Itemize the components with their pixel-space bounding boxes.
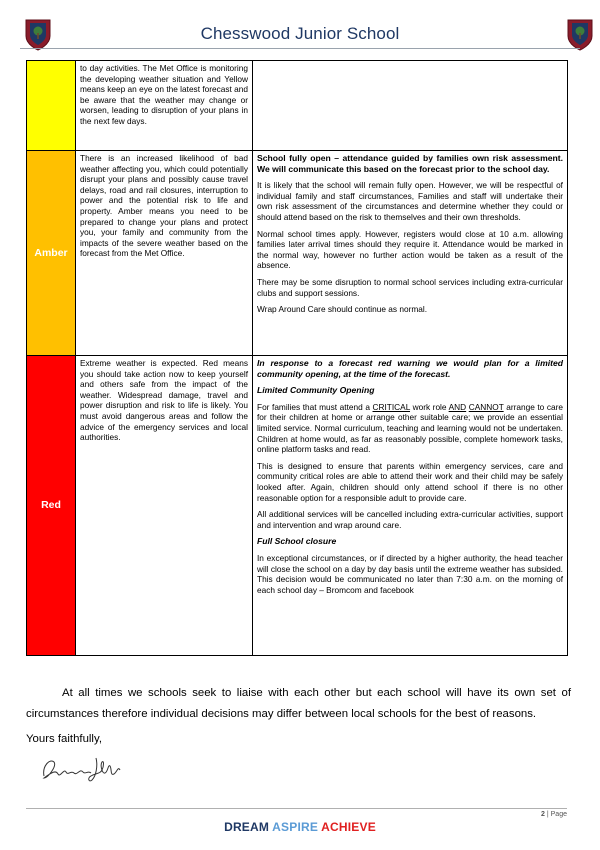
handwritten-signature — [38, 752, 128, 786]
amber-action-p4: Wrap Around Care should continue as normal. — [257, 304, 428, 315]
amber-description: There is an increased likelihood of bad weather affecting you, which could potentially disrupt your plans and possibly cause travel delays, road and rail closures, interruption to power and the potential risk to life and property. Amber means you need to be prepared to change your plans and protect you, your family and community from the impacts of the severe weather based on the forecast from the Met Office. — [76, 151, 253, 356]
motto-aspire: ASPIRE — [272, 820, 319, 834]
page-number: 2 | Page — [541, 811, 567, 818]
school-name: Chesswood Junior School — [200, 24, 400, 43]
table-row-yellow — [27, 61, 568, 151]
red-description: Extreme weather is expected. Red means you should take action now to keep yourself and others safe from the impact of the weather. Widespread damage, travel and power disruption and risk to life is likely. You must avoid dangerous areas and follow the advice of the emergency services and local authorities. — [76, 356, 253, 656]
motto-achieve: ACHIEVE — [321, 820, 376, 834]
amber-action — [253, 151, 568, 356]
school-motto — [0, 820, 600, 834]
red-action-p2: This is designed to ensure that parents within emergency services, care and community critical roles are able to attend their work and their child may be safely looked after. Again, children should only attend school if there is no other reasonable option for a responsible adult to provide care. — [257, 460, 563, 503]
table-row-amber — [27, 151, 568, 356]
table-row-red — [27, 356, 568, 656]
level-cell-red: Red — [27, 356, 76, 656]
amber-action-p3: There may be some disruption to normal school services including extra-curricular clubs and support sessions. — [257, 276, 563, 298]
red-action-p4: In exceptional circumstances, or if directed by a higher authority, the head teacher will close the school on a day by day basis until the extreme weather has subsided. This decision would be communicated no later than 7:30 a.m. on the morning of each school day – Bromcom and facebook — [257, 552, 563, 595]
red-action-p1: For families that must attend a CRITICAL work role AND CANNOT arrange to care for their children at home or arrange other suitable care; we provide an essential limited service. Normal curriculum, teaching and learning would not be undertaken. Children at home would, as far as reasonably possible, complete homework tasks, online platform tasks and read. — [257, 401, 564, 455]
yellow-action — [253, 61, 568, 151]
red-action-subheading-limited: Limited Community Opening — [257, 385, 375, 396]
red-action-p3: All additional services will be cancelled including extra-curricular activities, support and intervention and wrap around care. — [257, 509, 563, 530]
red-action-intro: In response to a forecast red warning we would plan for a limited community opening, at the time of the forecast. — [257, 358, 563, 379]
amber-action-p2: Normal school times apply. However, registers would close at 10 a.m. allowing families later arrival times should they require it. Attendance would be marked in the normal way, however no further action would be taken as a result of the absence. — [257, 228, 563, 271]
footer-divider — [26, 808, 567, 809]
amber-action-p1: It is likely that the school will remain fully open. However, we will be respectful of individual family and staff circumstances, Families and staff will undertake their own risk assessment of the circumstances and determine whether they could or should attend based on the risk to themselves and their own thresholds. — [257, 180, 563, 222]
level-cell-yellow — [27, 61, 76, 151]
closing-paragraph: At all times we schools seek to liaise with each other but each school will have its own set of circumstances therefore individual decisions may differ between local schools for the best of reasons. — [26, 687, 571, 720]
red-action-subheading-closure: Full School closure — [257, 536, 337, 547]
weather-warning-table — [26, 60, 568, 656]
red-action — [253, 356, 568, 656]
amber-action-heading: School fully open – attendance guided by families own risk assessment. We will communicate this based on the forecast prior to the school day. — [257, 153, 563, 174]
header-divider — [20, 48, 580, 49]
school-crest-right — [566, 18, 594, 52]
motto-dream: DREAM — [224, 820, 270, 834]
sign-off: Yours faithfully, — [26, 733, 102, 745]
level-cell-amber: Amber — [27, 151, 76, 356]
yellow-description: to day activities. The Met Office is monitoring the developing weather situation and Yellow means keep an eye on the latest forecast and be aware that the weather may change or worsen, leading to disruption of your plans in the next few days. — [76, 61, 253, 151]
